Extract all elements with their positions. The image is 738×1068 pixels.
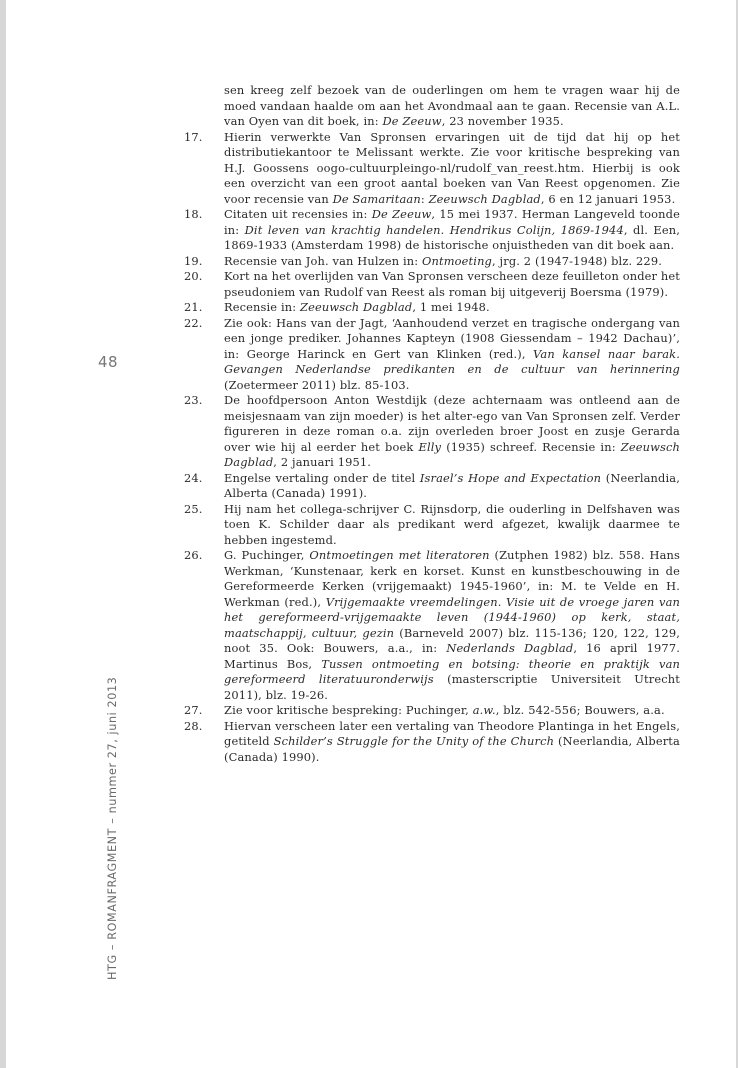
endnote	[184, 719, 680, 766]
endnote-text: Zie ook: Hans van der Jagt, ‘Aanhoudend verzet en tragische ondergang van een jonge prediker. Johannes Kapteyn (1908 Giessendam – 1942 Dachau)’, in: George Harinck en Gert van Klinken (red.),	[224, 315, 680, 361]
endnote	[184, 130, 680, 208]
endnote-number: 17.	[184, 129, 203, 144]
endnote-text: Hij nam het collega-schrijver C. Rijnsdorp, die ouderling in Delfshaven was toen K. Schilder daar als predikant werd afgezet, kwalijk daarmee te hebben ingestemd.	[224, 501, 680, 547]
endnote-text: Kort na het overlijden van Van Spronsen verscheen deze feuilleton onder het pseudoniem van Rudolf van Reest als roman bij uitgeverij Boersma (1979).	[224, 269, 680, 299]
endnote-text: , 16 april 1977. Martinus Bos,	[224, 641, 680, 671]
endnote	[184, 548, 680, 703]
endnote	[184, 393, 680, 471]
endnote-number: 18.	[184, 207, 203, 221]
endnote-text: Recensie van Joh. van Hulzen in:	[224, 253, 422, 268]
endnote	[184, 83, 680, 130]
endnote-text: (1935) schreef. Recensie in:	[441, 439, 621, 454]
endnote-text: (Zutphen 1982) blz. 558. Hans Werkman, ‘Kunstenaar, kerk en korset. Kunst en kunstbeschouwing in de Gereformeerde Kerken (vrijgemaakt) 1945-1960’, in: M. te Velde en H. Werkman (red.),	[224, 548, 680, 609]
endnote-italic-title: Zeeuwsch Dagblad	[224, 439, 680, 469]
endnote-italic-title: De Samaritaan	[332, 191, 421, 206]
endnote-text: , blz. 542-556; Bouwers, a.a.	[495, 703, 665, 717]
endnote-italic-title: Israel’s Hope and Expectation	[419, 470, 602, 485]
endnote-text: :	[420, 191, 429, 206]
endnote-text: Hierin verwerkte Van Spronsen ervaringen uit de tijd dat hij op het distributiekantoor te Melissant werkte. Zie voor kritische bespreking van H.J. Goossens oogo-cultuurpleingo-nl/rudolf_van_reest.htm. Hierbij is ook een overzicht van een groot aantal boeken van Van Reest opgenomen. Zie voor recensie van	[224, 129, 680, 206]
endnotes-list	[184, 83, 680, 765]
endnote-italic-title: De Zeeuw	[371, 207, 432, 221]
endnote-number: 26.	[184, 548, 203, 562]
endnote-text: Zie voor kritische bespreking: Puchinger,	[224, 703, 473, 717]
page-number: 48	[98, 353, 119, 371]
endnote-number: 25.	[184, 501, 203, 516]
endnote	[184, 269, 680, 300]
endnote-text: Recensie in:	[224, 300, 301, 314]
endnote-italic-title: Ontmoetingen met literatoren	[309, 548, 490, 562]
endnote-italic-title: Vrijgemaakte vreemdelingen. Visie uit de vroege jaren van het gereformeerd-vrijgemaakte leven (1944-1960) op kerk, staat, maatschappij, cultuur, gezin	[224, 594, 681, 640]
endnote-italic-title: Ontmoeting	[422, 253, 492, 268]
endnote-italic-title: a.w.	[472, 703, 496, 717]
endnote-italic-title: De Zeeuw	[382, 114, 442, 128]
endnote	[184, 502, 680, 549]
endnote-italic-title: Tussen ontmoeting en botsing: theorie en praktijk van gereformeerd literatuuronderwijs	[224, 656, 680, 686]
endnote	[184, 471, 680, 502]
endnote	[184, 254, 680, 270]
endnote-number: 28.	[184, 718, 203, 733]
endnote-number: 19.	[184, 253, 203, 268]
endnote-number: 27.	[184, 703, 203, 717]
endnote-text: sen kreeg zelf bezoek van de ouderlingen om hem te vragen waar hij de moed vandaan haalde om aan het Avondmaal aan te gaan. Recensie van A.L. van Oyen van dit boek, in:	[224, 83, 680, 128]
endnote-text: Hiervan verscheen later een vertaling van Theodore Plantinga in het Engels, getiteld	[224, 718, 680, 748]
endnote-italic-title: Zeeuwsch Dagblad	[300, 300, 413, 314]
endnote-text: , dl. Een, 1869-1933 (Amsterdam 1998) de historische onjuistheden van dit boek aan.	[224, 222, 680, 252]
endnote-text: (Zoetermeer 2011) blz. 85-103.	[224, 377, 410, 392]
endnote-number: 20.	[184, 269, 203, 283]
endnote-italic-title: Van kansel naar barak. Gevangen Nederlandse predikanten en de cultuur van herinnering	[224, 346, 680, 376]
endnote-number: 23.	[184, 393, 203, 407]
endnote-text: , jrg. 2 (1947-1948) blz. 229.	[492, 253, 662, 268]
endnote	[184, 703, 680, 719]
endnote-italic-title: Dit leven van krachtig handelen. Hendrikus Colijn, 1869-1944	[244, 222, 624, 237]
endnote-text: (masterscriptie Universiteit Utrecht 2011), blz. 19-26.	[224, 672, 681, 702]
endnote-text: , 23 november 1935.	[441, 114, 564, 128]
endnote-text: (Neerlandia, Alberta (Canada) 1991).	[224, 470, 680, 500]
endnote	[184, 316, 680, 394]
endnote-italic-title: Elly	[418, 439, 442, 454]
page	[6, 0, 736, 1068]
endnote-text: Citaten uit recensies in:	[224, 207, 372, 221]
endnote-italic-title: Schilder’s Struggle for the Unity of the Church	[273, 734, 555, 748]
endnote-text: (Neerlandia, Alberta (Canada) 1990).	[224, 734, 680, 764]
endnote-text: , 1 mei 1948.	[412, 300, 490, 314]
endnote-text: (Barneveld 2007) blz. 115-136; 120, 122, 129, noot 35. Ook: Bouwers, a.a., in:	[224, 625, 680, 655]
endnote-number: 24.	[184, 470, 203, 485]
endnote-number: 21.	[184, 300, 203, 314]
endnote-italic-title: Zeeuwsch Dagblad	[428, 191, 541, 206]
endnote-number: 22.	[184, 315, 203, 330]
endnote-text: G. Puchinger,	[224, 548, 310, 562]
running-header: HTG – ROMANFRAGMENT – nummer 27, juni 2013	[106, 676, 119, 980]
endnote	[184, 207, 680, 254]
endnote-text: , 2 januari 1951.	[273, 455, 372, 469]
endnote	[184, 300, 680, 316]
endnote-text: Engelse vertaling onder de titel	[224, 470, 420, 485]
endnote-text: , 15 mei 1937. Herman Langeveld toonde in:	[224, 207, 680, 237]
endnote-text: De hoofdpersoon Anton Westdijk (deze achternaam was ontleend aan de meisjesnaam van zijn moeder) is het alter-ego van Van Spronsen zelf. Verder figureren in deze roman o.a. zijn overleden broer Joost en zusje Gerarda over wie hij al eerder het boek	[224, 393, 680, 454]
endnote-italic-title: Nederlands Dagblad	[446, 641, 574, 655]
endnote-text: , 6 en 12 januari 1953.	[540, 191, 676, 206]
